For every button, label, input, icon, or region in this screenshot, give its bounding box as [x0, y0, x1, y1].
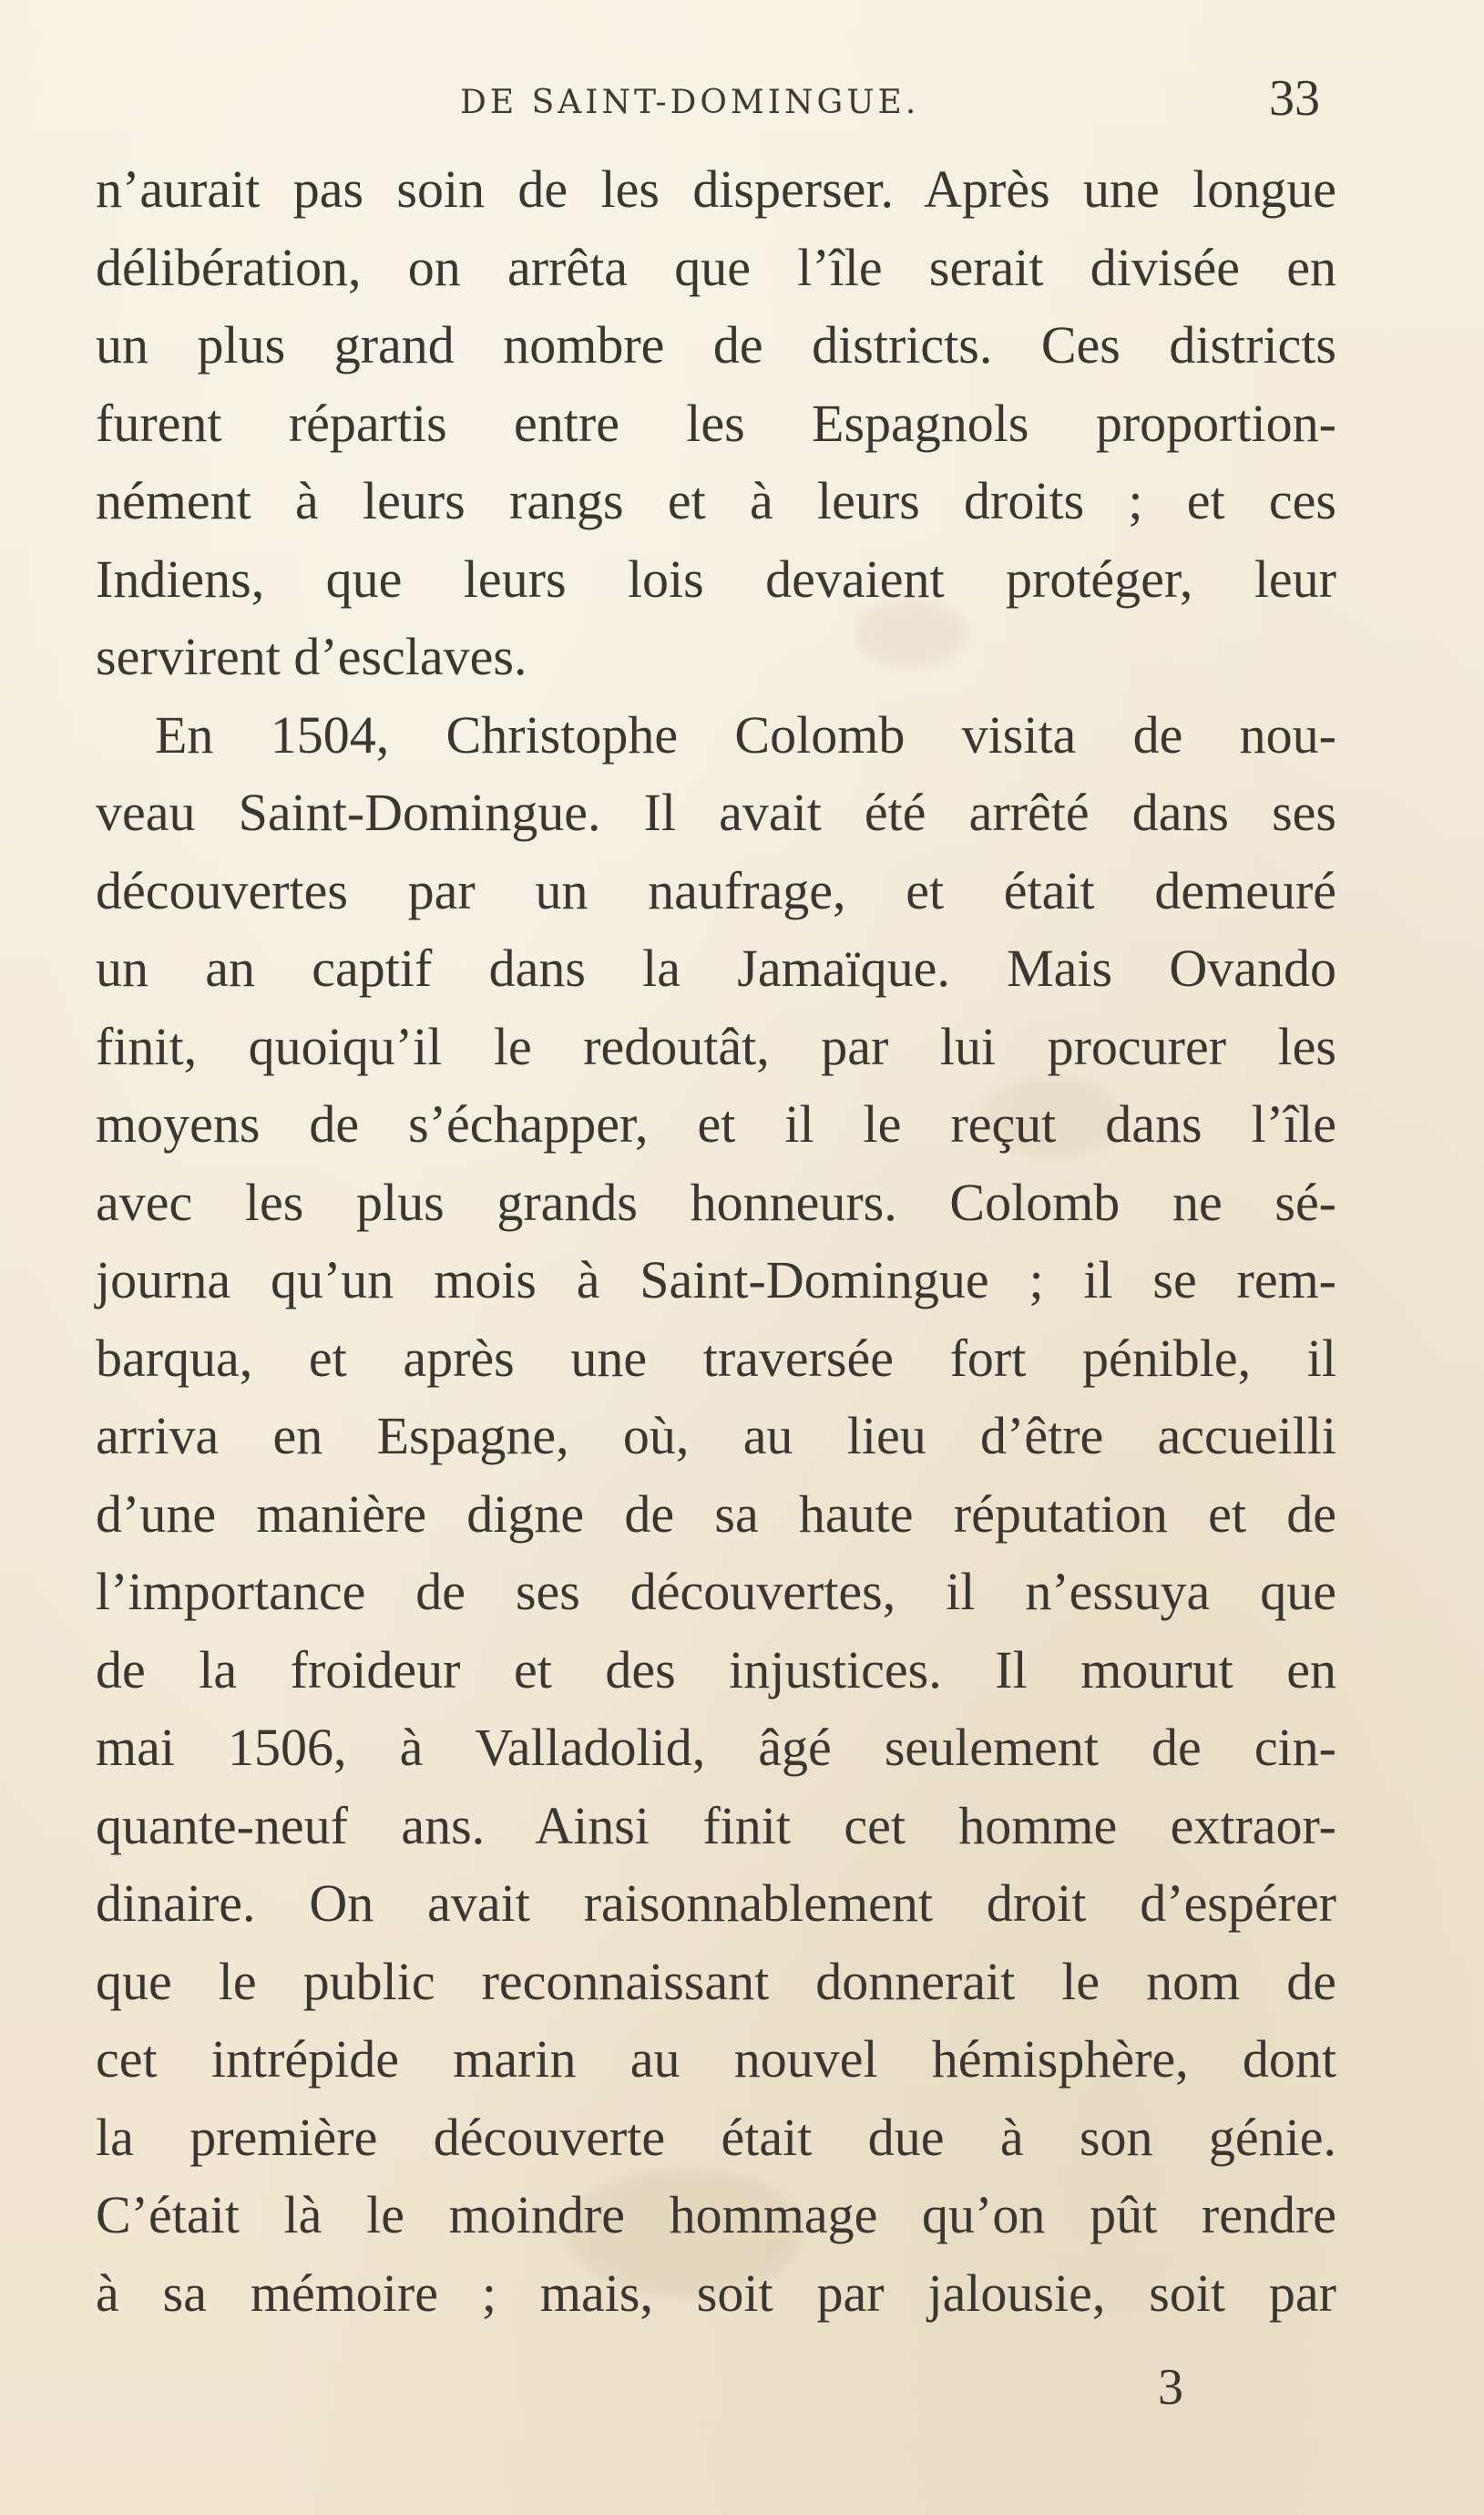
- text-line: d’une manière digne de sa haute réputation et de: [96, 1483, 1336, 1544]
- text-line: quante-neuf ans. Ainsi finit cet homme extraor-: [96, 1795, 1336, 1855]
- text-line: En 1504, Christophe Colomb visita de nou-: [155, 704, 1336, 765]
- text-line: nément à leurs rangs et à leurs droits ; et ces: [96, 471, 1336, 530]
- signature-mark: 3: [1158, 2359, 1183, 2416]
- text-line: délibération, on arrêta que l’île serait divisée en: [96, 237, 1336, 297]
- text-line: arriva en Espagne, où, au lieu d’être accueilli: [96, 1406, 1336, 1465]
- text-line: un plus grand nombre de districts. Ces districts: [96, 315, 1336, 375]
- text-line: dinaire. On avait raisonnablement droit d’espérer: [96, 1873, 1336, 1933]
- text-line: mai 1506, à Valladolid, âgé seulement de cin-: [96, 1718, 1336, 1777]
- text-line: découvertes par un naufrage, et était demeuré: [96, 860, 1336, 920]
- text-line: barqua, et après une traversée fort pénible, il: [96, 1328, 1336, 1388]
- text-line: un an captif dans la Jamaïque. Mais Ovando: [96, 939, 1336, 998]
- body-text: [96, 150, 1336, 2332]
- text-line: finit, quoiqu’il le redoutât, par lui procurer les: [96, 1016, 1336, 1076]
- text-line: Indiens, que leurs lois devaient protéger, leur: [96, 549, 1336, 609]
- text-line: cet intrépide marin au nouvel hémisphère, dont: [96, 2029, 1336, 2089]
- page-header: [96, 56, 1320, 139]
- text-line: l’importance de ses découvertes, il n’essuya que: [96, 1562, 1336, 1621]
- running-title: DE SAINT-DOMINGUE.: [460, 84, 920, 121]
- text-line: journa qu’un mois à Saint-Domingue ; il se rem-: [96, 1250, 1336, 1309]
- text-line: que le public reconnaissant donnerait le nom de: [96, 1951, 1336, 2011]
- text-line: C’était là le moindre hommage qu’on pût rendre: [96, 2185, 1336, 2244]
- text-line: n’aurait pas soin de les disperser. Après une longue: [96, 159, 1336, 219]
- text-line: à sa mémoire ; mais, soit par jalousie, soit par: [96, 2263, 1336, 2323]
- text-line: furent répartis entre les Espagnols proportion-: [96, 393, 1336, 453]
- text-line: moyens de s’échapper, et il le reçut dans l’île: [96, 1094, 1336, 1154]
- text-line: avec les plus grands honneurs. Colomb ne sé-: [96, 1172, 1336, 1232]
- text-line: veau Saint-Domingue. Il avait été arrêté dans ses: [96, 783, 1336, 842]
- text-line: de la froideur et des injustices. Il mourut en: [96, 1639, 1336, 1699]
- text-line: la première découverte était due à son génie.: [96, 2107, 1336, 2167]
- page-number: 33: [1269, 70, 1320, 127]
- text-line: servirent d’esclaves.: [96, 627, 527, 686]
